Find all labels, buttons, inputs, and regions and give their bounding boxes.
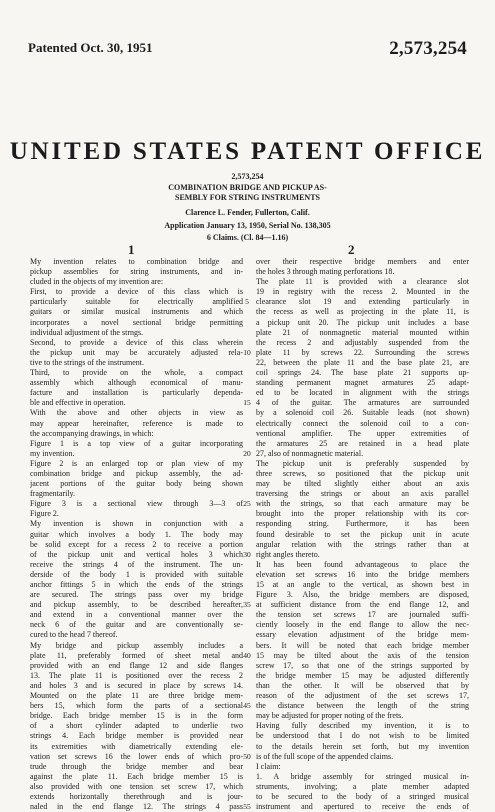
text-line: plate 11, preferably formed of sheet metal and bbox=[30, 650, 243, 660]
patent-number: 2,573,254 bbox=[231, 172, 264, 181]
text-line: bers. It will be noted that each bridge member bbox=[256, 640, 469, 650]
text-line: a pickup unit 20. The pickup unit includes a base bbox=[256, 317, 469, 327]
text-line: bers 15, which form the parts of a sectional bbox=[30, 701, 243, 711]
text-line: responding string. Furthermore, it has been bbox=[256, 519, 469, 529]
patent-title bbox=[0, 183, 495, 203]
text-line: and extend in a conventional manner over the bbox=[30, 610, 243, 620]
left-column bbox=[30, 257, 243, 812]
text-line: the distance between the length of the string bbox=[256, 701, 469, 711]
text-line: individual adjustment of the strngs. bbox=[30, 327, 144, 337]
text-line: 22, between the plate 11 and the base plate 21, are bbox=[256, 357, 469, 367]
text-line: and holes 3 and is secured in place by screws 14. bbox=[30, 680, 243, 690]
line-number: 35 bbox=[243, 600, 251, 610]
text-line: brought into the proper relationship with its cor- bbox=[256, 509, 469, 519]
text-line: be understood that I do not wish to be limited bbox=[256, 731, 469, 741]
line-number: 15 bbox=[243, 398, 251, 408]
text-line: guitars or similar musical instruments and which bbox=[30, 307, 243, 317]
text-line: traversing the strings or about an axis parallel bbox=[256, 489, 469, 499]
text-line: provided with an end flange 12 and side flanges bbox=[30, 660, 243, 670]
text-line: vation set screws 16 the lower ends of which pro- bbox=[30, 751, 243, 761]
line-number: 30 bbox=[243, 549, 251, 559]
text-line: facture and installation is particularly dependa- bbox=[30, 388, 243, 398]
text-line: derside of the body 1 is provided with suitable bbox=[30, 569, 243, 579]
line-number: 50 bbox=[243, 751, 251, 761]
text-line: guitar which involves a body 1. The body may bbox=[30, 529, 243, 539]
text-line: is of the full scope of the appended claims. bbox=[256, 751, 394, 761]
text-line: over their respective bridge members and enter bbox=[256, 257, 469, 266]
text-line: Figure 3 is a sectional view through 3—3 of bbox=[30, 499, 243, 509]
text-line: may appear hereinafter, reference is made to bbox=[30, 418, 243, 428]
text-line: ciently loosely in the end flange to allow the nec- bbox=[256, 620, 469, 630]
text-line: the bridge member 15 may be adjusted differently bbox=[256, 670, 469, 680]
text-line: trude through the bridge member and bear bbox=[30, 761, 243, 771]
text-line: tive to the strings of the instrument. bbox=[30, 357, 144, 367]
text-line: Mounted on the plate 11 are three bridge mem- bbox=[30, 691, 243, 701]
text-line: 1. A bridge assembly for stringed musical in- bbox=[256, 771, 469, 781]
text-line: its extremities with diametrically extending ele- bbox=[30, 741, 243, 751]
patented-date: Patented Oct. 30, 1951 bbox=[28, 40, 153, 55]
text-line: With the above and other objects in view as bbox=[30, 408, 243, 418]
text-line: of the pickup unit and vertical holes 3 which bbox=[30, 549, 243, 559]
patent-title-line: COMBINATION BRIDGE AND PICKUP AS- bbox=[168, 183, 327, 192]
text-line: plate 21 of nonmagnetic material mounted within bbox=[256, 327, 469, 337]
text-line: 4 of the guitar. The armatures are surrounded bbox=[256, 398, 469, 408]
text-line: the tension set screws 17 are journaled suffi- bbox=[256, 610, 469, 620]
text-line: ble and effective in operation. bbox=[30, 398, 126, 408]
text-line: neck 6 of the guitar and are conventionally se- bbox=[30, 620, 243, 630]
text-line: clearance slot 19 and extending particularly in bbox=[256, 297, 469, 307]
line-number: 10 bbox=[243, 347, 251, 357]
text-line: screw 17, so that one of the strings supported by bbox=[256, 660, 469, 670]
text-line: My invention relates to combination bridge and bbox=[30, 257, 243, 266]
patent-number-header: 2,573,254 bbox=[389, 38, 467, 59]
text-line: standing permanent magnet armatures 25 adapt- bbox=[256, 378, 469, 388]
text-line: three screws, so positioned that the pickup unit bbox=[256, 468, 469, 478]
text-line: and pickup assembly, to be described hereafter, bbox=[30, 600, 243, 610]
text-line: bridge. Each bridge member 15 is in the form bbox=[30, 711, 243, 721]
text-line: be solid except for a recess 2 to receive a portion bbox=[30, 539, 243, 549]
text-line: the accompanying drawings, in which: bbox=[30, 428, 154, 438]
line-number: 5 bbox=[245, 297, 249, 307]
text-line: may be tilted slightly either about an axis bbox=[256, 479, 469, 489]
line-number: 55 bbox=[243, 802, 251, 812]
text-line: reason of the adjustment of the set screws 17, bbox=[256, 691, 469, 701]
text-line: 15 may be tilted about the axis of the tension bbox=[256, 650, 469, 660]
text-line: My bridge and pickup assembly includes a bbox=[30, 640, 243, 650]
text-line: First, to provide a device of this class which is bbox=[30, 287, 243, 297]
text-line: at sufficient distance from the end flange 12, and bbox=[256, 600, 469, 610]
line-number: 25 bbox=[243, 499, 251, 509]
text-line: My invention is shown in conjunction with a bbox=[30, 519, 243, 529]
text-line: cluded in the objects of my invention are: bbox=[30, 277, 164, 287]
text-line: 13. The plate 11 is positioned over the recess 2 bbox=[30, 670, 243, 680]
text-line: the pickup unit may be accurately adjusted rela- bbox=[30, 347, 243, 357]
text-line: assembly which although economical of manu- bbox=[30, 378, 243, 388]
right-column bbox=[256, 257, 469, 812]
text-line: the armatures 25 are retained in a head plate bbox=[256, 438, 469, 448]
text-line: of a short cylinder adapted to underlie two bbox=[30, 721, 243, 731]
text-line: ventional amplifier. The upper extremities of bbox=[256, 428, 469, 438]
text-line: the recess as well as projecting in the plate 11, is bbox=[256, 307, 469, 317]
text-line: the recess 2 and adjustably suspended from the bbox=[256, 337, 469, 347]
text-line: combination bridge and pickup assembly, the ad- bbox=[30, 468, 243, 478]
text-line: incorporates a novel sectional bridge permitting bbox=[30, 317, 243, 327]
text-line: angular relation with the strings rather than at bbox=[256, 539, 469, 549]
text-line: with the strings, so that each armature may be bbox=[256, 499, 469, 509]
text-line: Figure 2. bbox=[30, 509, 59, 519]
patent-title-line: SEMBLY FOR STRING INSTRUMENTS bbox=[175, 193, 320, 202]
text-line: pickup assemblies for string instruments, and in- bbox=[30, 267, 243, 277]
text-line: electrically connect the solenoid coil to a con- bbox=[256, 418, 469, 428]
text-line: Second, to provide a device of this class wherein bbox=[30, 337, 243, 347]
text-line: Third, to provide on the whole, a compact bbox=[30, 368, 243, 378]
text-line: I claim: bbox=[256, 761, 281, 771]
office-title: UNITED STATES PATENT OFFICE bbox=[9, 138, 486, 165]
text-line: my invention. bbox=[30, 448, 75, 458]
text-line: cured to the head 7 thereof. bbox=[30, 630, 118, 640]
text-line: struments, involving; a plate member adapted bbox=[256, 781, 469, 791]
text-line: are secured. The strings pass over my bridge bbox=[30, 590, 243, 600]
text-line: fragmentarily. bbox=[30, 489, 76, 499]
text-line: by a solenoid coil 26. Suitable leads (not shown) bbox=[256, 408, 469, 418]
text-line: receive the strings 4 of the instrument. The un- bbox=[30, 559, 243, 569]
claims-info: 6 Claims. (Cl. 84—1.16) bbox=[206, 233, 289, 242]
text-line: right angles thereto. bbox=[256, 549, 320, 559]
text-line: instrument and apertured to receive the ends of bbox=[256, 802, 469, 812]
text-line: extends horizontally therethrough and is jour- bbox=[30, 791, 243, 801]
column-number-left: 1 bbox=[128, 242, 135, 257]
text-line: 27, also of nonmagnetic material. bbox=[256, 448, 364, 458]
text-line: against the plate 11. Each bridge member 15 is bbox=[30, 771, 243, 781]
text-line: Having fully described my invention, it is to bbox=[256, 721, 469, 731]
text-line: particularly suitable for electrically amplified bbox=[30, 297, 243, 307]
line-number: 20 bbox=[243, 448, 251, 458]
text-line: coil springs 24. The base plate 21 supports up- bbox=[256, 368, 469, 378]
text-line: than the other. It will be observed that by bbox=[256, 680, 469, 690]
text-line: The plate 11 is provided with a clearance slot bbox=[256, 277, 469, 287]
text-line: may be adjusted for proper noting of the frets. bbox=[256, 711, 404, 721]
text-line: to the details herein set forth, but my invention bbox=[256, 741, 469, 751]
text-line: Figure 3. Also, the bridge members are disposed, bbox=[256, 590, 469, 600]
text-line: the holes 3 through mating perforations 18. bbox=[256, 267, 395, 277]
inventor: Clarence L. Fender, Fullerton, Calif. bbox=[185, 208, 310, 217]
text-line: elevation set screws 16 into the bridge members bbox=[256, 569, 469, 579]
text-line: 15 at an angle to the vertical, as shown best in bbox=[256, 580, 469, 589]
text-line: found desirable to set the pickup unit in acute bbox=[256, 529, 469, 539]
text-line: ed to be located in alignment with the strings bbox=[256, 388, 469, 398]
text-line: It has been found advantageous to place the bbox=[256, 559, 469, 569]
text-line: Figure 1 is a top view of a guitar incorporating bbox=[30, 438, 243, 448]
line-number: 40 bbox=[243, 650, 251, 660]
line-number: 45 bbox=[243, 701, 251, 711]
text-line: naled in the end flange 12. The strings 4 pass bbox=[30, 802, 243, 812]
text-line: jacent portions of the guitar body being shown bbox=[30, 479, 243, 489]
text-line: essary elevation adjustment of the bridge mem- bbox=[256, 630, 469, 640]
application-info: Application January 13, 1950, Serial No. 138,305 bbox=[164, 221, 331, 230]
text-line: strings 4. Each bridge member is provided near bbox=[30, 731, 243, 741]
column-number-right: 2 bbox=[348, 242, 355, 257]
text-line: to be secured to the body of a stringed musical bbox=[256, 791, 469, 801]
text-line: plate 11 by screws 22. Surrounding the screws bbox=[256, 347, 469, 357]
text-line: The pickup unit is preferably suspended by bbox=[256, 458, 469, 468]
text-line: 19 in registry with the recess 2. Mounted in the bbox=[256, 287, 469, 297]
text-line: Figure 2 is an enlarged top or plan view of my bbox=[30, 458, 243, 468]
text-line: anchor fittings 5 in which the ends of the strings bbox=[30, 580, 243, 589]
text-line: also provided with one tension set screw 17, which bbox=[30, 781, 243, 791]
